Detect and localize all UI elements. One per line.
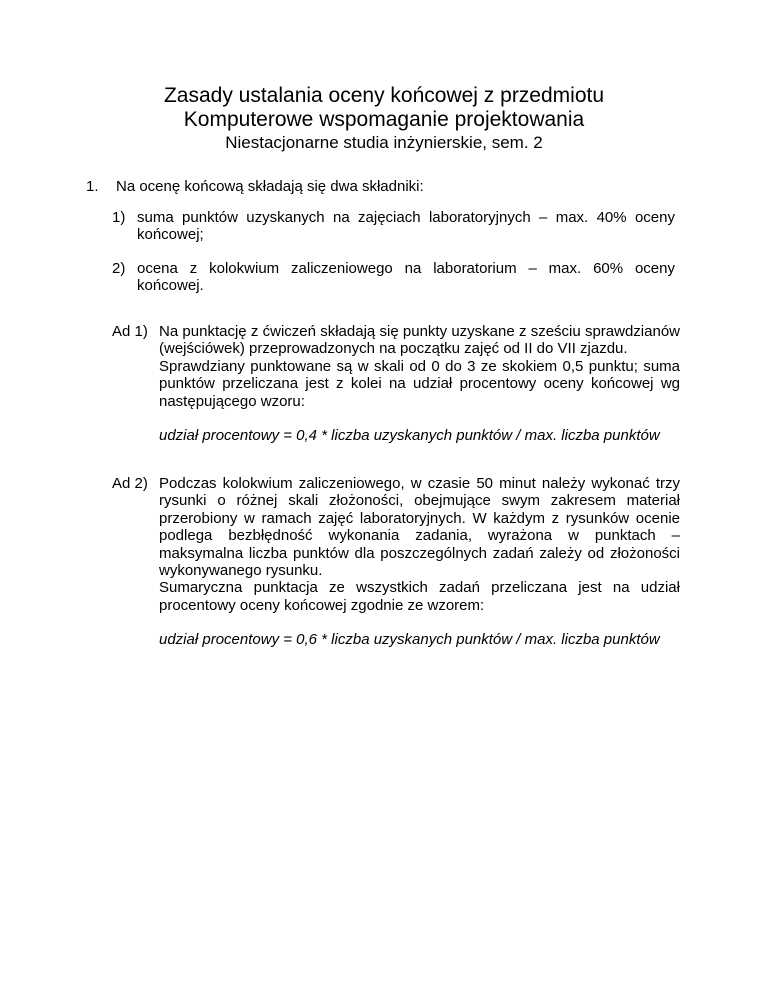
ad-2-paragraph-2: Sumaryczna punktacja ze wszystkich zadań przeliczana jest na udział procentowy oceny końcowej zgodnie ze wzorem: [159, 579, 680, 614]
document-header [0, 84, 768, 153]
document-title: Zasady ustalania oceny końcowej z przedmiotu [163, 84, 605, 107]
ad-2-formula: udział procentowy = 0,6 * liczba uzyskanych punktów / max. liczba punktów [159, 631, 660, 649]
list-item-text-continued: końcowej; [137, 226, 204, 243]
section-1-number: 1. [86, 178, 99, 195]
list-item-label: 2) [112, 260, 126, 277]
list-item-label: 1) [112, 209, 126, 226]
ad-2-label: Ad 2) [112, 475, 148, 492]
list-item-text: suma punktów uzyskanych na zajęciach laboratoryjnych – max. 40% oceny [137, 209, 675, 226]
ad-1-section [112, 323, 680, 444]
section-1-text: Na ocenę końcową składają się dwa składniki: [116, 178, 424, 195]
list-item-text: ocena z kolokwium zaliczeniowego na laboratorium – max. 60% oceny [137, 260, 675, 277]
ad-1-label: Ad 1) [112, 323, 148, 340]
list-item-text-continued: końcowej. [137, 277, 204, 294]
section-1 [86, 178, 424, 196]
ad-1-paragraph-1: Na punktację z ćwiczeń składają się punkty uzyskane z sześciu sprawdzianów (wejściówek) przeprowadzonych na początku zajęć od II do VII zjazdu. [159, 323, 680, 358]
course-name: Komputerowe wspomaganie projektowania [183, 108, 585, 131]
ad-1-paragraph-2: Sprawdziany punktowane są w skali od 0 do 3 ze skokiem 0,5 punktu; suma punktów przeliczana jest z kolei na udział procentowy oceny końcowej wg następującego wzoru: [159, 357, 680, 410]
ad-2-paragraph-1: Podczas kolokwium zaliczeniowego, w czasie 50 minut należy wykonać trzy rysunki o różnej skali złożoności, obejmujące swym zakresem materiał przerobiony w ramach zajęć laboratoryjnych. W każdym z rysunków ocenie podlega bezbłędność wykonania zadania, wyrażona w punktach – maksymalna liczba punktów dla poszczególnych zadań zależy od złożoności wykonywanego rysunku. [159, 475, 680, 580]
list-item [112, 209, 675, 243]
list-item [112, 260, 675, 294]
course-subtitle: Niestacjonarne studia inżynierskie, sem. 2 [225, 133, 543, 152]
ad-2-section [112, 475, 680, 649]
ad-1-formula: udział procentowy = 0,4 * liczba uzyskanych punktów / max. liczba punktów [159, 427, 660, 445]
